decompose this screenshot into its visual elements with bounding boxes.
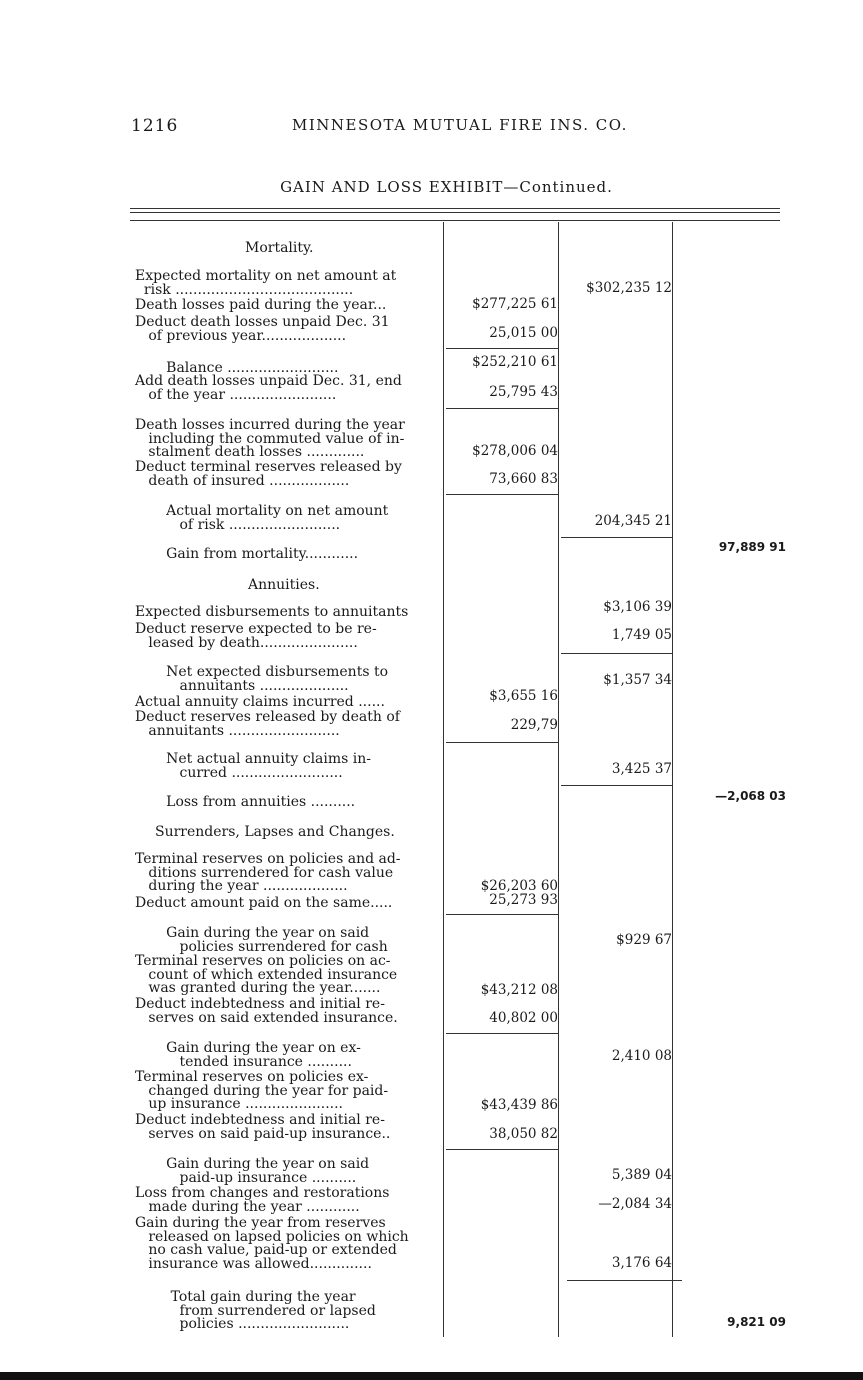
scan-bottom-edge: [0, 1372, 863, 1380]
column-divider-2: [558, 222, 559, 1337]
death-losses-paid-label: Death losses paid during the year...: [135, 297, 387, 313]
sum-line: [446, 1033, 558, 1034]
total-gain-value: 9,821 09: [727, 1315, 786, 1329]
section-heading-annuities: Annuities.: [248, 577, 320, 593]
death-losses-paid-value: $277,225 61: [472, 296, 558, 312]
top-rule-2: [130, 212, 780, 213]
terminal-paid-label: Terminal reserves on policies ex- changed during the year for paid- up insurance ......................: [135, 1069, 389, 1112]
loss-changes-label: Loss from changes and restorations made during the year ............: [135, 1185, 390, 1215]
deduct-paid-label: Deduct amount paid on the same.....: [135, 895, 393, 911]
loss-annuities-value: —2,068 03: [715, 789, 786, 803]
balance-value: $252,210 61: [472, 354, 558, 370]
add-unpaid-value: 25,795 43: [489, 384, 558, 400]
net-expected-label: Net expected disbursements to annuitants ....................: [166, 664, 389, 694]
add-unpaid-label: Add death losses unpaid Dec. 31, end of the year ........................: [135, 373, 402, 403]
gain-lapsed-label: Gain during the year from reserves released on lapsed policies on which no cash value, paid-up or extended insurance was allowed..............: [135, 1215, 409, 1272]
gain-cash-value: $929 67: [616, 932, 672, 948]
section-heading-mortality: Mortality.: [245, 240, 314, 256]
deduct-unpaid-label: Deduct death losses unpaid Dec. 31 of previous year...................: [135, 314, 390, 344]
gain-ext-label: Gain during the year on ex- tended insurance ..........: [166, 1040, 361, 1070]
loss-changes-value: —2,084 34: [598, 1196, 672, 1212]
actual-claims-label: Actual annuity claims incurred ......: [135, 694, 385, 710]
gain-mortality-value: 97,889 91: [718, 540, 786, 554]
gain-mortality-label: Gain from mortality............: [135, 546, 359, 562]
sum-line: [561, 653, 672, 654]
net-actual-label: Net actual annuity claims in- curred .........................: [166, 751, 372, 781]
expected-disbursements-value: $3,106 39: [603, 599, 672, 615]
deduct-unpaid-value: 25,015 00: [489, 325, 558, 341]
deduct-reserve-value: 1,749 05: [611, 627, 672, 643]
sum-line: [446, 1149, 558, 1150]
deduct-paidup-label: Deduct indebtedness and initial re- serves on said paid-up insurance..: [135, 1112, 391, 1142]
deduct-terminal-value: 73,660 83: [489, 471, 558, 487]
deduct-released-label: Deduct reserves released by death of annuitants .........................: [135, 709, 400, 739]
net-expected-value: $1,357 34: [603, 672, 672, 688]
gain-lapsed-value: 3,176 64: [611, 1255, 672, 1271]
expected-mortality-value: $302,235 12: [586, 280, 672, 296]
exhibit-subtitle: GAIN AND LOSS EXHIBIT—Continued.: [280, 178, 613, 196]
sum-line: [561, 785, 672, 786]
deduct-paidup-value: 38,050 82: [489, 1126, 558, 1142]
page-number: 1216: [131, 116, 179, 136]
sum-line: [446, 348, 558, 349]
gain-cash-label: Gain during the year on said policies surrendered for cash: [166, 925, 388, 955]
section-heading-surrenders: Surrenders, Lapses and Changes.: [155, 824, 395, 840]
loss-annuities-label: Loss from annuities ..........: [135, 794, 356, 810]
net-actual-value: 3,425 37: [611, 761, 672, 777]
sum-line: [446, 742, 558, 743]
terminal-ext-value: $43,212 08: [480, 982, 558, 998]
deduct-ext-label: Deduct indebtedness and initial re- serves on said extended insurance.: [135, 996, 398, 1026]
incurred-value: $278,006 04: [472, 443, 558, 459]
balance-label: Balance .........................: [135, 360, 339, 376]
sum-line: [567, 1280, 682, 1281]
column-divider-3: [672, 222, 673, 1337]
total-gain-label: Total gain during the year from surrendered or lapsed policies .........................: [170, 1289, 376, 1332]
sum-line: [446, 914, 558, 915]
deduct-paid-value: 25,273 93: [489, 892, 558, 908]
sum-line: [561, 537, 672, 538]
top-rule-3: [130, 220, 780, 221]
incurred-label: Death losses incurred during the year including the commuted value of in- stalment death losses .............: [135, 417, 405, 460]
deduct-terminal-label: Deduct terminal reserves released by death of insured ..................: [135, 459, 402, 489]
sum-line: [446, 494, 558, 495]
actual-mortality-value: 204,345 21: [594, 513, 672, 529]
terminal-ext-label: Terminal reserves on policies on ac- count of which extended insurance was granted during the year.......: [135, 953, 398, 996]
expected-disbursements-label: Expected disbursements to annuitants: [135, 604, 409, 620]
gain-ext-value: 2,410 08: [611, 1048, 672, 1064]
expected-mortality-label: Expected mortality on net amount at risk ........................................: [135, 268, 397, 298]
actual-mortality-label: Actual mortality on net amount of risk .........................: [166, 503, 389, 533]
company-title: MINNESOTA MUTUAL FIRE INS. CO.: [292, 116, 628, 134]
terminal-cash-value: $26,203 60: [480, 878, 558, 894]
gain-paidup-label: Gain during the year on said paid-up insurance ..........: [166, 1156, 370, 1186]
deduct-ext-value: 40,802 00: [489, 1010, 558, 1026]
deduct-reserve-label: Deduct reserve expected to be re- leased by death......................: [135, 621, 377, 651]
terminal-paid-value: $43,439 86: [480, 1097, 558, 1113]
actual-claims-value: $3,655 16: [489, 688, 558, 704]
deduct-released-value: 229,79: [510, 717, 558, 733]
gain-paidup-value: 5,389 04: [611, 1167, 672, 1183]
top-rule: [130, 208, 780, 209]
terminal-cash-label: Terminal reserves on policies and ad- ditions surrendered for cash value during the year ...................: [135, 851, 401, 894]
sum-line: [446, 408, 558, 409]
